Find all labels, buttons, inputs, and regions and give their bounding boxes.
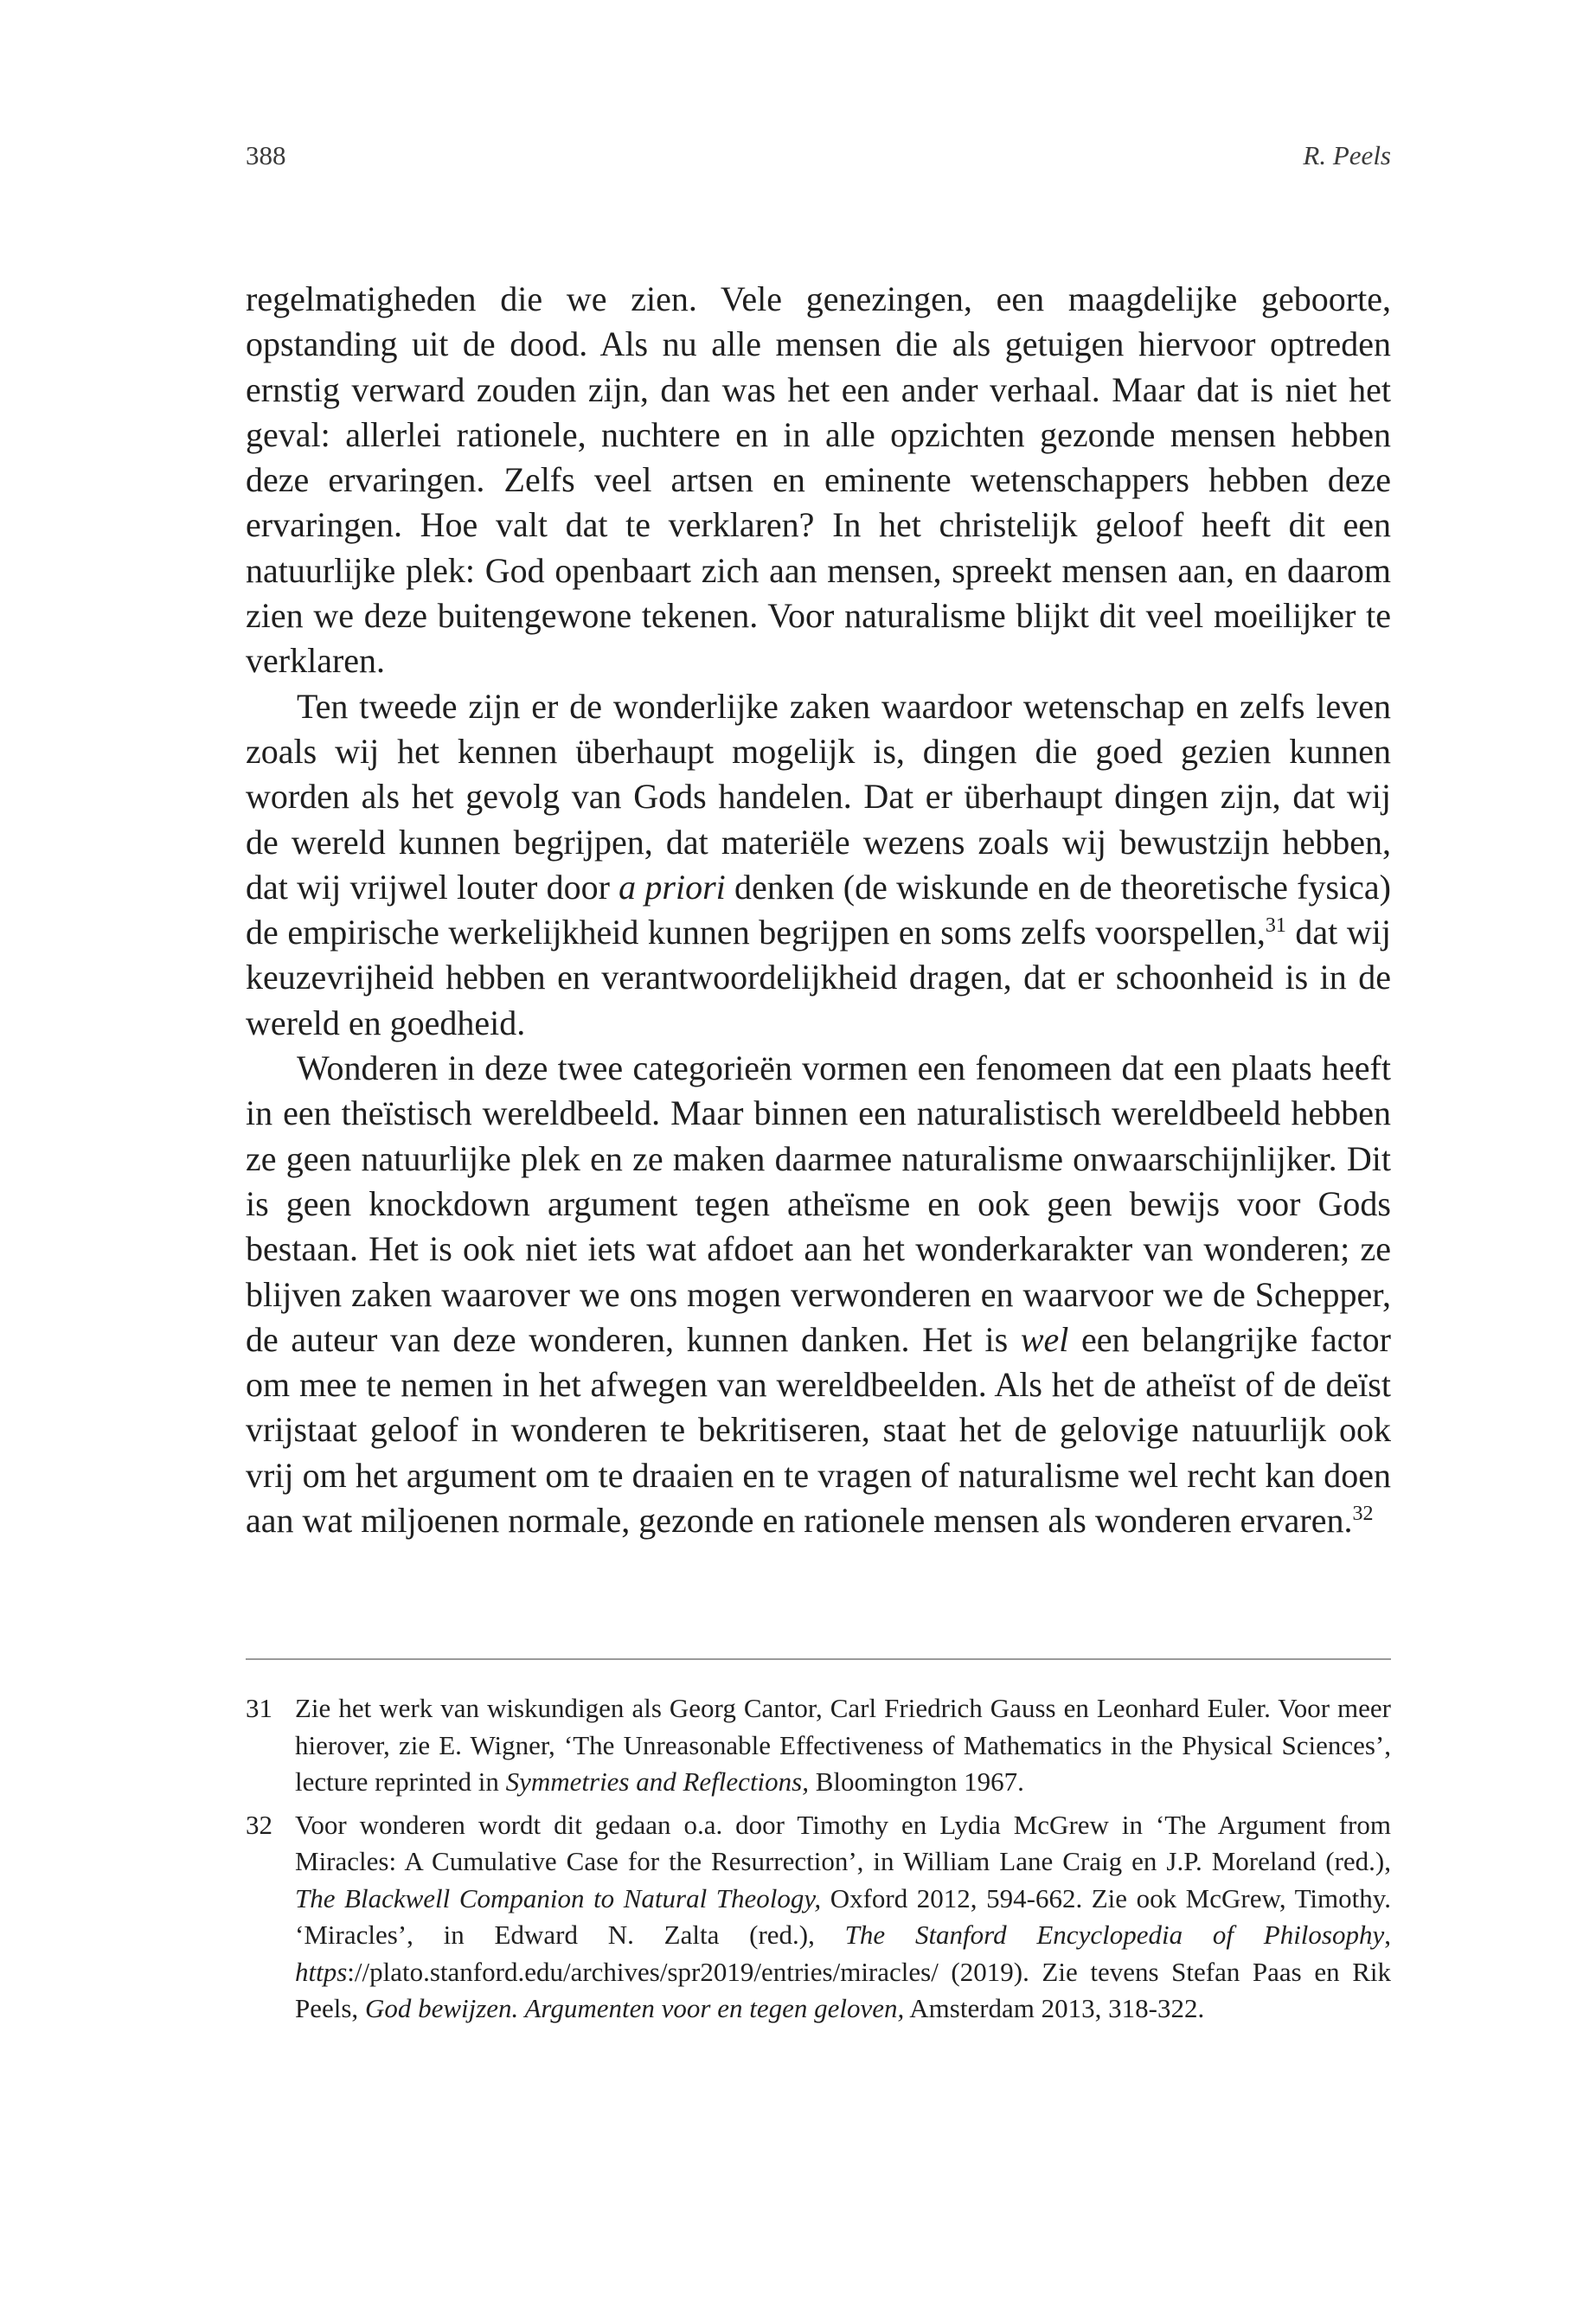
paragraph-3-italic: wel	[1020, 1319, 1069, 1359]
footnote-italic: God bewijzen. Argumenten voor en tegen geloven,	[364, 1993, 905, 2023]
paragraph-2-text-a: Ten tweede zijn er de wonderlijke zaken waardoor wetenschap en zelfs leven zoals wij het kennen überhaupt mogelijk is, dingen die goed gezien kunnen worden als het gevolg van Gods handelen. Dat er überhaupt dingen zijn, dat wij de wereld kunnen begrijpen, dat materiële wezens zoals wij bewustzijn hebben, dat wij vrijwel louter door	[246, 686, 1391, 907]
paragraph-1-text: regelmatigheden die we zien. Vele genezingen, een maagdelijke geboorte, opstanding uit de dood. Als nu alle mensen die als getuigen hiervoor optreden ernstig verward zouden zijn, dan was het een ander verhaal. Maar dat is niet het geval: allerlei rationele, nuchtere en in alle opzichten gezonde mensen hebben deze ervaringen. Zelfs veel artsen en eminente wetenschappers hebben deze ervaringen. Hoe valt dat te verklaren? In het christelijk geloof heeft dit een natuurlijke plek: God openbaart zich aan mensen, spreekt mensen aan, en daarom zien we deze buitengewone tekenen. Voor naturalisme blijkt dit veel moeilijker te verklaren.	[246, 279, 1391, 681]
footnotes	[246, 1690, 1391, 2034]
footnote-separator	[246, 1658, 1391, 1660]
footnote-ref-32[interactable]: 32	[1352, 1503, 1374, 1526]
paragraph-2	[246, 684, 1391, 1046]
footnote-ref-31[interactable]: 31	[1265, 914, 1286, 938]
running-head-author: R. Peels	[1303, 140, 1391, 170]
page-number: 388	[246, 140, 286, 170]
paragraph-1	[246, 277, 1391, 684]
paragraph-3	[246, 1046, 1391, 1543]
paragraph-3-text-a: Wonderen in deze twee categorieën vormen een fenomeen dat een plaats heeft in een theïstisch wereldbeeld. Maar binnen een naturalistisch wereldbeeld hebben ze geen natuurlijke plek en ze maken daarmee naturalisme onwaarschijnlijker. Dit is geen knockdown argument tegen atheïsme en ook geen bewijs voor Gods bestaan. Het is ook niet iets wat afdoet aan het wonderkarakter van wonderen; ze blijven zaken waarover we ons mogen verwonderen en waarvoor we de Schepper, de auteur van deze wonderen, kunnen danken. Het is	[246, 1048, 1391, 1359]
footnote-number: 32	[246, 1809, 272, 1840]
footnote-italic: The Blackwell Companion to Natural Theology,	[295, 1882, 822, 1913]
main-text	[246, 277, 1391, 1543]
footnote-text: Oxford 2012, 594-662. Zie ook McGrew, Timothy. ‘Miracles’, in Edward N. Zalta (red.),	[295, 1882, 1391, 1950]
footnote-italic: The Stanford Encyclopedia of Philosophy	[844, 1920, 1385, 1950]
footnote-text: Bloomington 1967.	[808, 1766, 1024, 1797]
footnote-italic: Symmetries and Reflections,	[505, 1766, 809, 1797]
footnote-text: Amsterdam 2013, 318-322.	[904, 1993, 1205, 2023]
footnote-number: 31	[246, 1693, 272, 1723]
paragraph-2-italic: a priori	[619, 867, 726, 907]
footnote-url-scheme[interactable]: https	[295, 1956, 348, 1987]
footnote-31	[246, 1690, 1391, 1801]
footnote-url[interactable]: ://plato.stanford.edu/archives/spr2019/entries/miracles/ (2019). Zie tevens Stefan Paas en Rik Peels,	[295, 1956, 1391, 2023]
footnote-text: Voor wonderen wordt dit gedaan o.a. door Timothy en Lydia McGrew in ‘The Argument from Miracles: A Cumulative Case for the Resurrection’, in William Lane Craig en J.P. Moreland (red.),	[295, 1809, 1391, 1876]
footnote-text: Zie het werk van wiskundigen als Georg Cantor, Carl Friedrich Gauss en Leonhard Euler. Voor meer hierover, zie E. Wigner, ‘The Unreasonable Effectiveness of Mathematics in the Physical Sciences’, lecture reprinted in	[295, 1693, 1391, 1797]
paragraph-3-text-b: een belangrijke factor om mee te nemen in het afwegen van wereldbeelden. Als het de atheïst of de deïst vrijstaat geloof in wonderen te bekritiseren, staat het de gelovige natuurlijk ook vrij om het argument om te draaien en te vragen of naturalisme wel recht kan doen aan wat miljoenen normale, gezonde en rationele mensen als wonderen ervaren.	[246, 1319, 1391, 1541]
footnote-text: ,	[1384, 1920, 1391, 1950]
footnote-32	[246, 1807, 1391, 2028]
paragraph-2-text-c: dat wij keuzevrijheid hebben en verantwoordelijkheid dragen, dat er schoonheid is in de wereld en goedheid.	[246, 913, 1391, 1042]
paragraph-2-text-b: denken (de wiskunde en de theoretische fysica) de empirische werkelijkheid kunnen begrijpen en soms zelfs voorspellen,	[246, 867, 1391, 952]
